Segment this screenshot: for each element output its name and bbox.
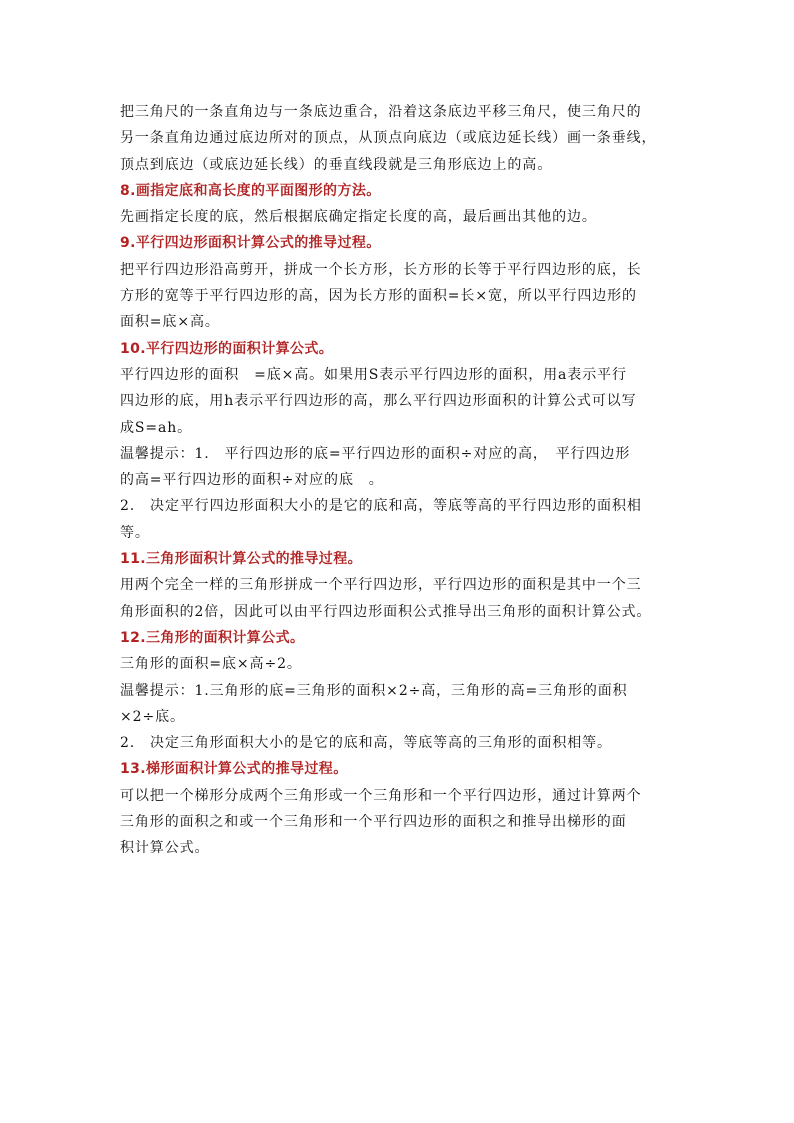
tip-line: 的高=平行四边形的面积÷对应的底 。 xyxy=(120,472,384,489)
text-line: 平行四边形的面积 =底×高。如果用S表示平行四边形的面积，用a表示平行 xyxy=(120,366,627,383)
text-line: 三角形的面积=底×高÷2。 xyxy=(120,656,302,673)
section-heading: 9.平行四边形面积计算公式的推导过程。 xyxy=(120,235,381,252)
tip-line: ×2÷底。 xyxy=(120,708,185,725)
text-line: 把平行四边形沿高剪开，拼成一个长方形，长方形的长等于平行四边形的底，长 xyxy=(120,261,642,278)
tip-line: 等。 xyxy=(120,524,150,541)
text-line: 角形面积的2倍，因此可以由平行四边形面积公式推导出三角形的面积计算公式。 xyxy=(120,603,652,620)
tip-line: 2. 决定三角形面积大小的是它的底和高，等底等高的三角形的面积相等。 xyxy=(120,735,612,752)
section-heading: 8.画指定底和高长度的平面图形的方法。 xyxy=(120,182,381,199)
text-line: 四边形的底，用h表示平行四边形的高，那么平行四边形面积的计算公式可以写 xyxy=(120,393,637,410)
tip-line: 温馨提示：1. 平行四边形的底=平行四边形的面积÷对应的高， 平行四边形 xyxy=(120,445,631,462)
section-heading: 13.梯形面积计算公式的推导过程。 xyxy=(120,761,348,778)
text-line: 面积=底×高。 xyxy=(120,314,220,331)
tip-line: 2. 决定平行四边形面积大小的是它的底和高，等底等高的平行四边形的面积相 xyxy=(120,498,642,515)
section-heading: 10.平行四边形的面积计算公式。 xyxy=(120,340,334,357)
section-heading: 12.三角形的面积计算公式。 xyxy=(120,629,305,646)
text-line: 可以把一个梯形分成两个三角形或一个三角形和一个平行四边形，通过计算两个 xyxy=(120,787,642,804)
section-heading: 11.三角形面积计算公式的推导过程。 xyxy=(120,551,362,568)
tip-line: 温馨提示：1.三角形的底=三角形的面积×2÷高，三角形的高=三角形的面积 xyxy=(120,682,628,699)
text-line: 顶点到底边（或底边延长线）的垂直线段就是三角形底边上的高。 xyxy=(120,156,553,173)
document-body xyxy=(120,99,690,862)
text-line: 积计算公式。 xyxy=(120,840,210,857)
text-line: 用两个完全一样的三角形拼成一个平行四边形，平行四边形的面积是其中一个三 xyxy=(120,577,642,594)
text-line: 方形的宽等于平行四边形的高，因为长方形的面积=长×宽，所以平行四边形的 xyxy=(120,288,637,305)
text-line: 把三角尺的一条直角边与一条底边重合，沿着这条底边平移三角尺，使三角尺的 xyxy=(120,104,642,120)
text-line: 三角形的面积之和或一个三角形和一个平行四边形的面积之和推导出梯形的面 xyxy=(120,814,627,831)
text-line: 成S=ah。 xyxy=(120,419,193,436)
text-line: 另一条直角边通过底边所对的顶点，从顶点向底边（或底边延长线）画一条垂线， xyxy=(120,130,657,147)
text-line: 先画指定长度的底，然后根据底确定指定长度的高，最后画出其他的边。 xyxy=(120,209,597,226)
